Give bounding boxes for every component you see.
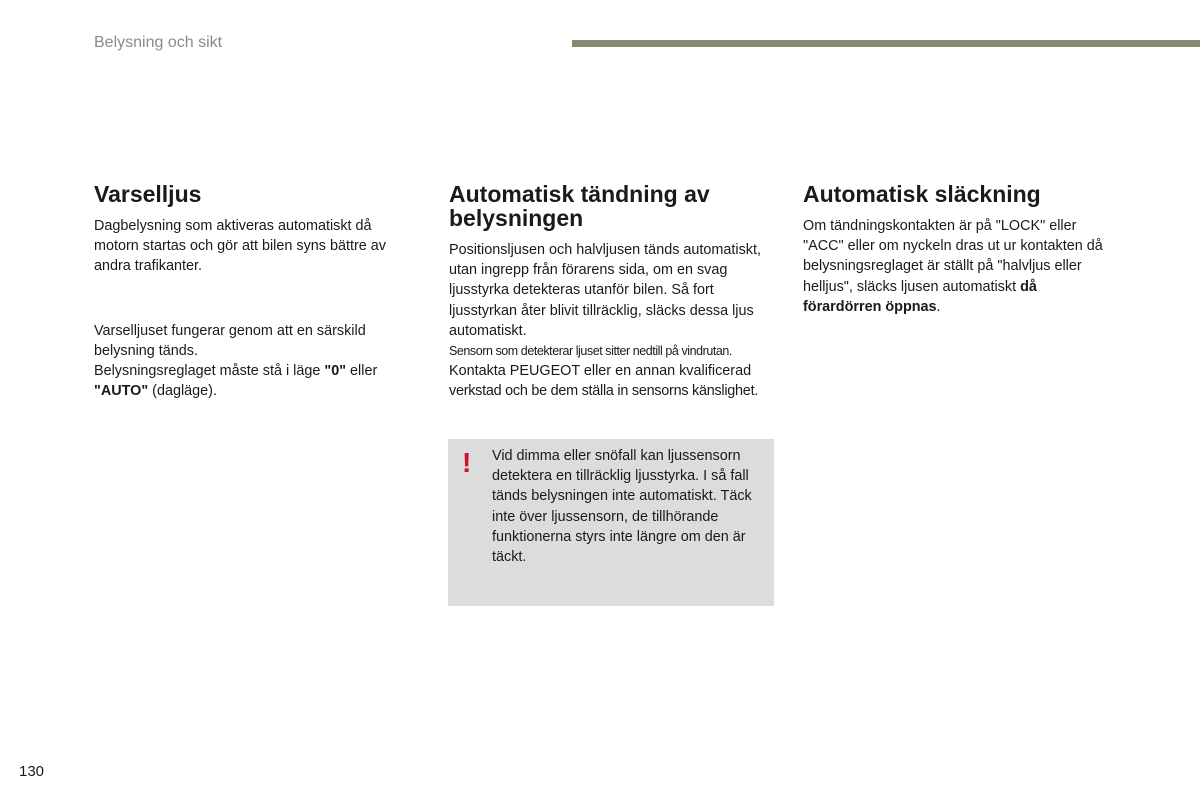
auto-on-sensor-note: Sensorn som detekterar ljuset sitter nedtill på vindrutan.	[449, 343, 732, 359]
exclamation-warning-icon: !	[462, 447, 472, 478]
auto-on-para3a: Kontakta PEUGEOT eller en annan kvalificerad	[449, 363, 752, 380]
section-label: Belysning och sikt	[94, 34, 223, 51]
column-auto-off	[803, 182, 1123, 317]
varselljus-title: Varselljus	[94, 181, 202, 207]
warning-text: Vid dimma eller snöfall kan ljussensorn detektera en tillräcklig ljusstyrka. I så fall tänds belysningen inte automatiskt. Täck inte över ljussensorn, de tillhörande funktionerna styrs inte längre om den är täckt.	[492, 448, 752, 566]
column-varselljus	[94, 182, 414, 401]
varselljus-para3: Belysningsreglaget måste stå i läge "0" eller "AUTO" (dagläge).	[94, 363, 378, 400]
auto-on-title: Automatisk tändning av belysningen	[449, 181, 710, 231]
auto-off-title: Automatisk släckning	[803, 181, 1041, 207]
auto-on-para3b: verkstad och be dem ställa in sensorns känslighet.	[449, 383, 759, 400]
column-auto-on	[449, 182, 779, 402]
mode-auto: "AUTO"	[94, 383, 149, 400]
varselljus-para1: Dagbelysning som aktiveras automatiskt då motorn startas och gör att bilen syns bättre av andra trafikanter.	[94, 218, 386, 275]
auto-off-para: Om tändningskontakten är på "LOCK" eller "ACC" eller om nyckeln dras ut ur kontakten då belysningsreglaget är ställt på "halvljus eller helljus", släcks ljusen automatiskt då förardörren öppnas.	[803, 218, 1103, 315]
warning-box	[448, 439, 774, 606]
auto-on-para1: Positionsljusen och halvljusen tänds automatiskt, utan ingrepp från förarens sida, om en svag ljusstyrka detekteras utanför bilen. Så fort ljusstyrkan åter blivit tillräcklig, släcks dessa ljus automatiskt.	[449, 242, 761, 339]
header-bar	[572, 40, 1200, 47]
varselljus-para2: Varselljuset fungerar genom att en särskild belysning tänds.	[94, 322, 366, 359]
mode-zero: "0"	[324, 363, 347, 380]
page-number: 130	[19, 763, 45, 780]
door-open-emphasis: då förardörren öppnas	[803, 278, 1037, 315]
